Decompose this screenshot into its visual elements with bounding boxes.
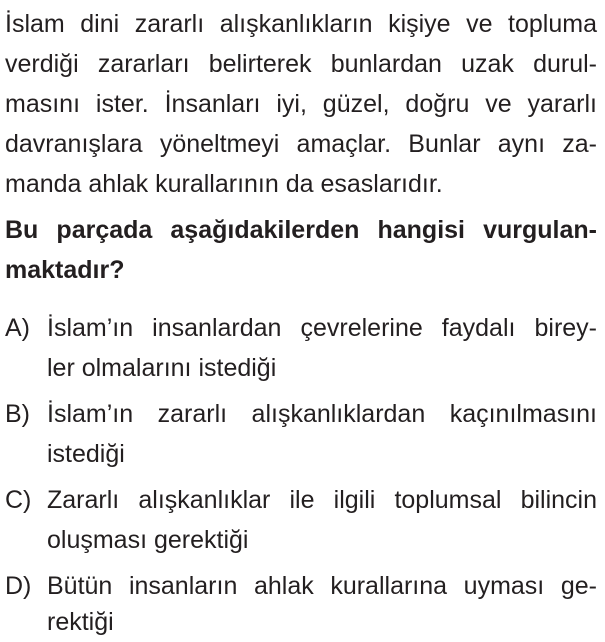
option-text-line: İslam’ın zararlı alışkanlıklardan kaçınılmasını [47,400,597,428]
option-text-line: Bütün insanların ahlak kurallarına uyması ge- [47,572,597,600]
passage-line: masını ister. İnsanları iyi, güzel, doğru ve yararlı [5,90,597,118]
option-text-line: Zararlı alışkanlıklar ile ilgili toplumsal bilincin [47,486,597,514]
passage-line: verdiği zararları belirterek bunlardan uzak durul- [5,50,597,78]
question-line: maktadır? [5,256,125,284]
option-text-line: oluşması gerektiği [47,526,249,554]
option-text-line: rektiği [47,608,114,636]
option-letter: B) [5,400,30,428]
passage-line: manda ahlak kurallarının da esaslarıdır. [5,170,443,198]
question-line: Bu parçada aşağıdakilerden hangisi vurgulan- [5,216,597,244]
option-letter: C) [5,486,32,514]
passage-line: davranışlara yöneltmeyi amaçlar. Bunlar aynı za- [5,130,597,158]
option-letter: A) [5,314,30,342]
option-text-line: ler olmalarını istediği [47,354,277,382]
passage-line: İslam dini zararlı alışkanlıkların kişiye ve topluma [5,10,597,38]
option-text-line: istediği [47,440,125,468]
option-text-line: İslam’ın insanlardan çevrelerine faydalı birey- [47,314,597,342]
option-letter: D) [5,572,32,600]
